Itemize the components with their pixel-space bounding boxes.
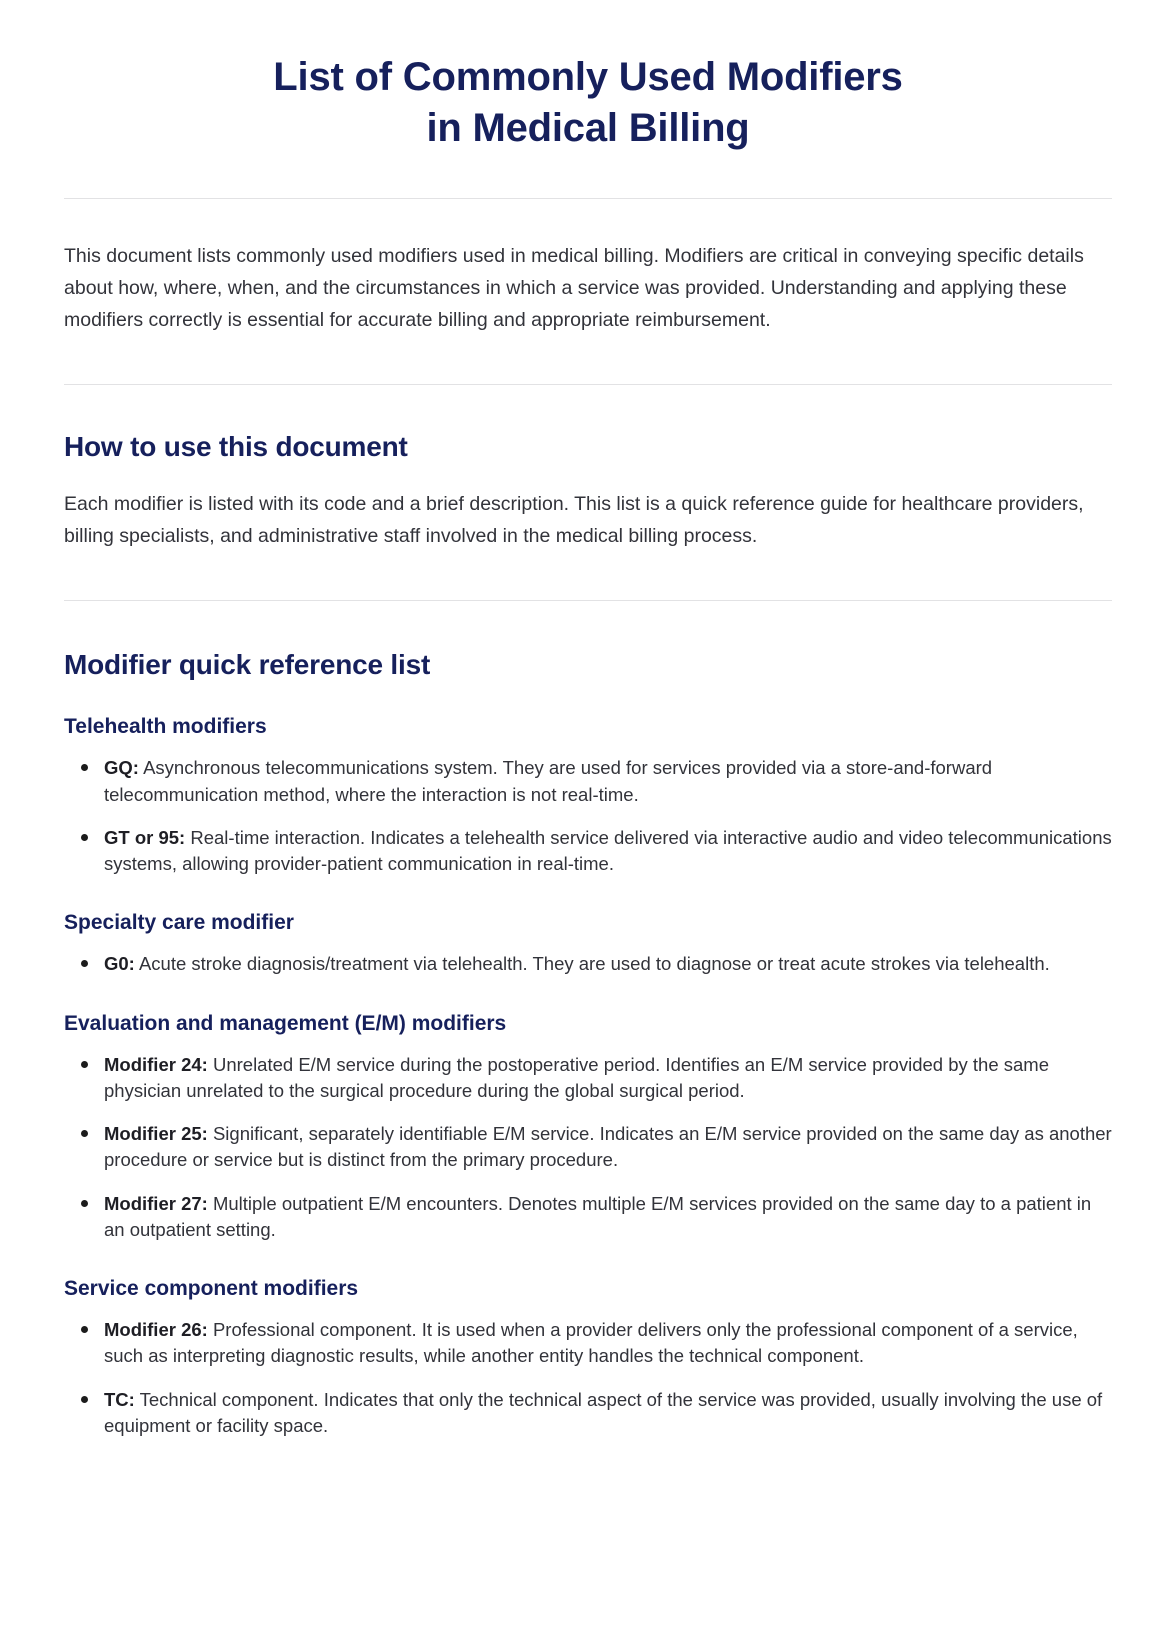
list-item: [102, 1052, 1112, 1105]
intro-paragraph: This document lists commonly used modifiers used in medical billing. Modifiers are critical in conveying specific details about how, where, when, and the circumstances in which a service was provided. Understanding and applying these modifiers correctly is essential for accurate billing and appropriate reimbursement.: [64, 245, 1084, 331]
modifier-description: Asynchronous telecommunications system. They are used for services provided via a store-and-forward telecommunication method, where the interaction is not real-time.: [104, 757, 993, 805]
modifier-list-specialty-care: [64, 951, 1112, 977]
group-heading-evaluation-management: Evaluation and management (E/M) modifiers: [64, 1011, 507, 1035]
modifier-list-service-component: [64, 1317, 1112, 1439]
page-title: [64, 52, 1112, 154]
list-item: [102, 825, 1112, 878]
list-item: [102, 1387, 1112, 1440]
modifier-code: G0:: [104, 953, 135, 975]
modifier-code: Modifier 26:: [104, 1319, 208, 1341]
modifier-list-telehealth: [64, 755, 1112, 877]
modifier-code: GT or 95:: [104, 826, 186, 848]
modifier-description: Multiple outpatient E/M encounters. Denotes multiple E/M services provided on the same day to a patient in an outpatient setting.: [104, 1192, 1092, 1240]
modifier-list-evaluation-management: [64, 1052, 1112, 1244]
modifier-description: Unrelated E/M service during the postoperative period. Identifies an E/M service provided by the same physician unrelated to the surgical procedure during the global surgical period.: [104, 1053, 1049, 1101]
group-heading-telehealth: Telehealth modifiers: [64, 715, 267, 739]
modifier-code: TC:: [104, 1388, 135, 1410]
list-item: [102, 1317, 1112, 1370]
list-item: [102, 951, 1112, 977]
modifier-description: Professional component. It is used when a provider delivers only the professional component of a service, such as interpreting diagnostic results, while another entity handles the technical component.: [104, 1319, 1078, 1367]
modifier-description: Significant, separately identifiable E/M service. Indicates an E/M service provided on the same day as another procedure or service but is distinct from the primary procedure.: [104, 1123, 1112, 1171]
group-heading-specialty-care: Specialty care modifier: [64, 911, 294, 935]
how-to-heading: How to use this document: [64, 431, 408, 463]
divider-top: [64, 198, 1112, 199]
modifier-description: Real-time interaction. Indicates a telehealth service delivered via interactive audio and video telecommunications systems, allowing provider-patient communication in real-time.: [104, 826, 1112, 875]
modifier-description: Technical component. Indicates that only the technical aspect of the service was provided, usually involving the use of equipment or facility space.: [104, 1388, 1103, 1436]
modifier-code: Modifier 27:: [104, 1192, 208, 1214]
modifier-code: Modifier 24:: [104, 1053, 208, 1075]
modifier-description: Acute stroke diagnosis/treatment via telehealth. They are used to diagnose or treat acute strokes via telehealth.: [134, 953, 1050, 975]
divider-how-to: [64, 600, 1112, 601]
list-item: [102, 1121, 1112, 1174]
modifier-code: GQ:: [104, 757, 139, 779]
reference-heading: Modifier quick reference list: [64, 649, 431, 681]
how-to-body: Each modifier is listed with its code and a brief description. This list is a quick reference guide for healthcare providers, billing specialists, and administrative staff involved in the medical billing process.: [64, 493, 1084, 547]
modifier-code: Modifier 25:: [104, 1123, 208, 1145]
list-item: [102, 1191, 1112, 1244]
list-item: [102, 755, 1112, 808]
page-title-line-1: List of Commonly Used Modifiers: [273, 55, 903, 99]
divider-intro: [64, 384, 1112, 385]
group-heading-service-component: Service component modifiers: [64, 1277, 359, 1301]
page-title-line-2: in Medical Billing: [426, 106, 750, 151]
